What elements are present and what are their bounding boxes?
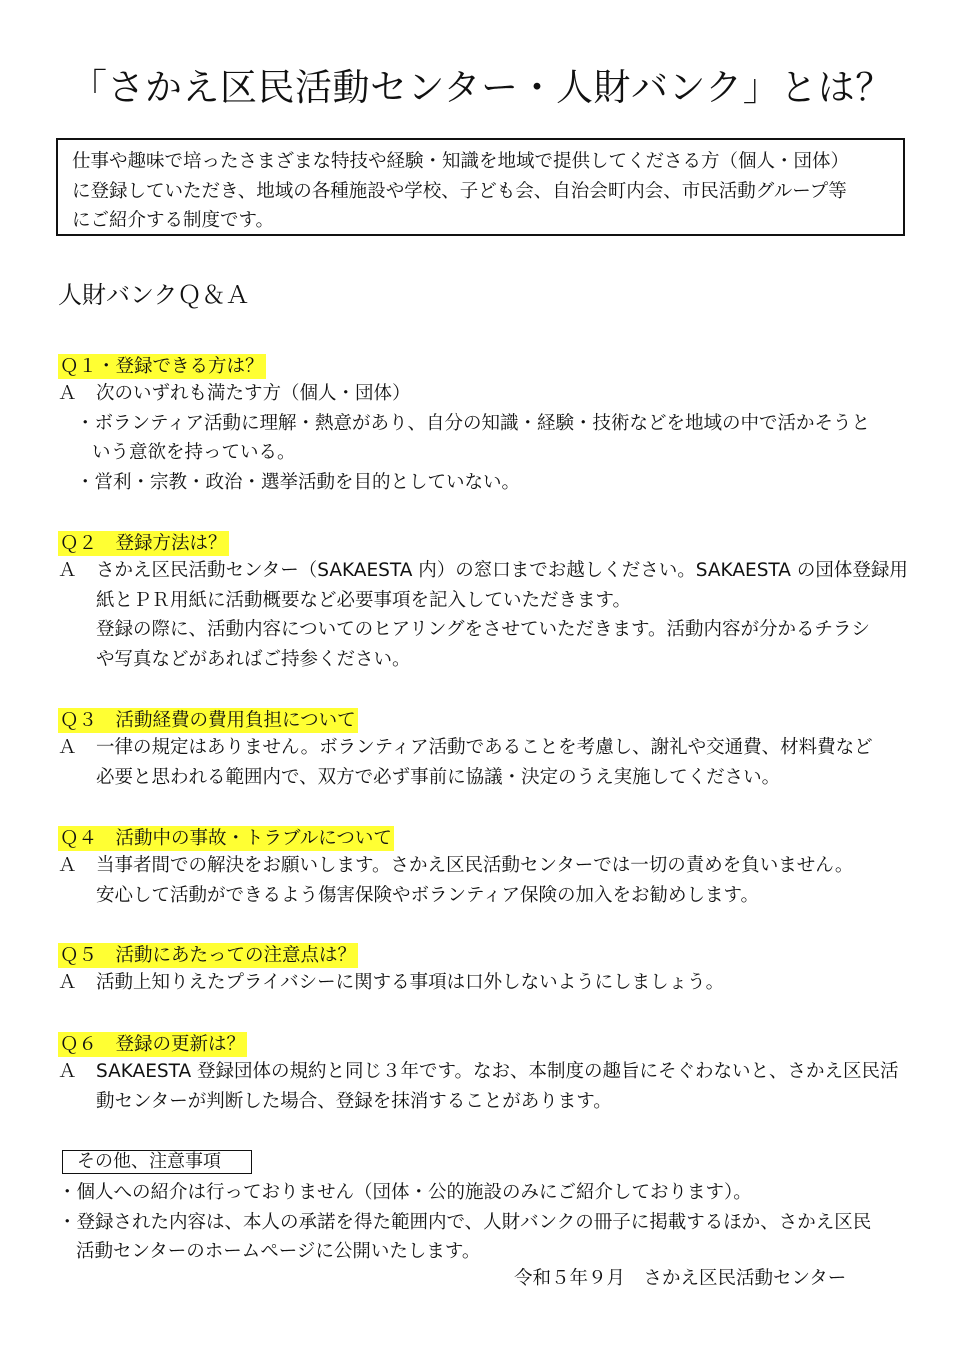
footer-signature: 令和５年９月 さかえ区民活動センター	[514, 1268, 847, 1289]
answer-line: Ａ 次のいずれも満たす方（個人・団体）	[58, 379, 908, 409]
qa-item-2	[58, 531, 908, 674]
note-item-cont: 活動センターのホームページに公開いたします。	[76, 1241, 481, 1262]
answer-bullet: ・営利・宗教・政治・選挙活動を目的としていない。	[76, 471, 521, 493]
answer-bullet: ・ボランティア活動に理解・熱意があり、自分の知識・経験・技術などを地域の中で活かそうと	[76, 412, 871, 434]
question-label: Ｑ５ 活動にあたっての注意点は？	[60, 945, 357, 966]
answer-line: Ａ さかえ区民活動センター（SAKAESTA 内）の窓口までお越しください。SAKAESTA の団体登録用	[58, 556, 908, 586]
section-heading: 人財バンクＱ＆Ａ	[58, 281, 250, 309]
answer-prefix: Ａ	[58, 737, 77, 758]
note-item: ・個人への紹介は行っておりません（団体・公的施設のみにご紹介しております）。	[58, 1182, 752, 1203]
question-label: Ｑ１・登録できる方は？	[60, 356, 264, 377]
answer-line: Ａ 活動上知りえたプライバシーに関する事項は口外しないようにしましょう。	[58, 968, 908, 998]
question-label: Ｑ３ 活動経費の費用負担について	[60, 710, 356, 731]
intro-line: にご紹介する制度です。	[72, 210, 275, 231]
page-title: 「さかえ区民活動センター・人財バンク」とは？	[70, 66, 893, 109]
answer-line: Ａ SAKAESTA 登録団体の規約と同じ３年です。なお、本制度の趣旨にそぐわないと、さかえ区民活	[58, 1057, 908, 1087]
qa-item-4	[58, 826, 908, 910]
answer-bullet-cont: いう意欲を持っている。	[92, 442, 296, 463]
qa-item-5	[58, 943, 908, 998]
answer-line: 動センターが判断した場合、登録を抹消することがあります。	[96, 1090, 612, 1112]
qa-item-3	[58, 708, 908, 792]
answer-line: や写真などがあればご持参ください。	[96, 648, 411, 670]
question-label: Ｑ６ 登録の更新は？	[60, 1034, 246, 1055]
answer-line: 必要と思われる範囲内で、双方で必ず事前に協議・決定のうえ実施してください。	[96, 766, 781, 788]
question-label: Ｑ２ 登録方法は？	[60, 533, 227, 554]
answer-prefix: Ａ	[58, 1061, 77, 1082]
notes-label: その他、注意事項	[62, 1150, 252, 1174]
qa-item-1	[58, 354, 908, 497]
notes-list	[58, 1178, 871, 1267]
note-item: ・登録された内容は、本人の承諾を得た範囲内で、人財バンクの冊子に掲載するほか、さかえ区民	[58, 1211, 872, 1233]
qa-item-6	[58, 1032, 908, 1116]
answer-line: 紙とＰＲ用紙に活動概要など必要事項を記入していただきます。	[96, 589, 632, 611]
intro-box	[56, 138, 905, 236]
answer-prefix: Ａ	[58, 972, 77, 993]
intro-line: に登録していただき、地域の各種施設や学校、子ども会、自治会町内会、市民活動グループ等	[72, 180, 847, 202]
answer-prefix: Ａ	[58, 855, 77, 876]
answer-line: 安心して活動ができるよう傷害保険やボランティア保険の加入をお勧めします。	[96, 884, 760, 906]
answer-prefix: Ａ	[58, 560, 77, 581]
answer-line: Ａ 一律の規定はありません。ボランティア活動であることを考慮し、謝礼や交通費、材料費など	[58, 733, 908, 763]
answer-line: Ａ 当事者間での解決をお願いします。さかえ区民活動センターでは一切の責めを負いません。	[58, 851, 908, 881]
answer-line: 登録の際に、活動内容についてのヒアリングをさせていただきます。活動内容が分かるチラシ	[96, 619, 871, 640]
question-label: Ｑ４ 活動中の事故・トラブルについて	[60, 828, 392, 849]
answer-prefix: Ａ	[58, 383, 77, 404]
intro-line: 仕事や趣味で培ったさまざまな特技や経験・知識を地域で提供してくださる方（個人・団体）	[72, 151, 850, 172]
